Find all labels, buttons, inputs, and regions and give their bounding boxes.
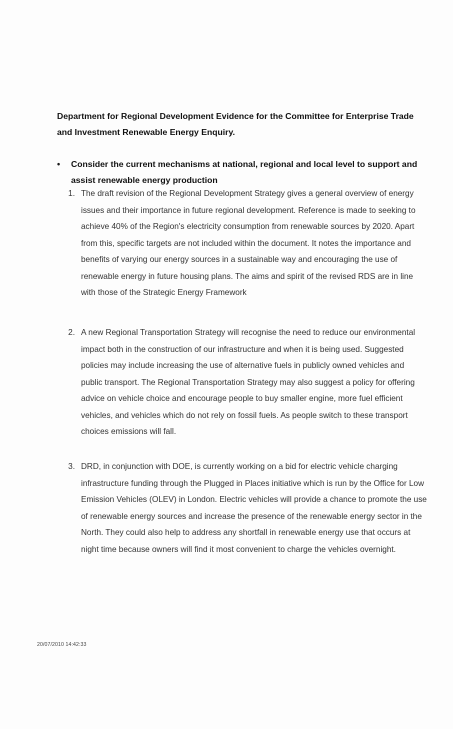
bullet-marker: • bbox=[57, 159, 61, 169]
bullet-section bbox=[57, 156, 427, 188]
item-number: 2. bbox=[68, 328, 75, 337]
item-paragraph: A new Regional Transportation Strategy will recognise the need to reduce our environmental impact both in the construction of our infrastructure and when it is being used. Suggested policies may include increasing the use of alternative fuels in publicly owned vehicles and public transport. The Regional Transportation Strategy may also suggest a policy for offering advice on vehicle choice and encourage people to buy smaller engine, more fuel efficient vehicles, and vehicles which do not rely on fossil fuels. As people switch to these transport choices emissions will fall. bbox=[81, 328, 416, 436]
item-paragraph: DRD, in conjunction with DOE, is currently working on a bid for electric vehicle charging infrastructure funding through the Plugged in Places initiative which is run by the Office for Low Emission Vehicles (OLEV) in London. Electric vehicles will provide a chance to promote the use of renewable energy sources and increase the presence of the renewable energy sector in the North. They could also help to address any shortfall in renewable energy use that occurs at night time because owners will find it most convenient to charge the vehicles overnight. bbox=[81, 462, 427, 554]
numbered-item-1 bbox=[57, 186, 427, 302]
item-number: 1. bbox=[68, 189, 75, 198]
document-title: Department for Regional Development Evidence for the Committee for Enterprise Trade and Investment Renewable Energy Enquiry. bbox=[57, 111, 414, 137]
numbered-item-3 bbox=[57, 459, 427, 558]
numbered-item-2 bbox=[57, 325, 427, 441]
item-paragraph: The draft revision of the Regional Development Strategy gives a general overview of energy issues and their importance in future regional development. Reference is made to seeking to achieve 40% of the Region's electricity consumption from renewable sources by 2020. Apart from this, specific targets are not included within the document. It notes the importance and benefits of varying our energy sources in a sustainable way and encouraging the use of renewable energy in future housing plans. The aims and spirit of the revised RDS are in line with those of the Strategic Energy Framework bbox=[81, 189, 416, 297]
item-number: 3. bbox=[68, 462, 75, 471]
print-timestamp: 20/07/2010 14:42:33 bbox=[37, 642, 87, 648]
bullet-heading: Consider the current mechanisms at national, regional and local level to support and assist renewable energy production bbox=[71, 159, 418, 185]
bullet-heading-row bbox=[57, 156, 427, 188]
